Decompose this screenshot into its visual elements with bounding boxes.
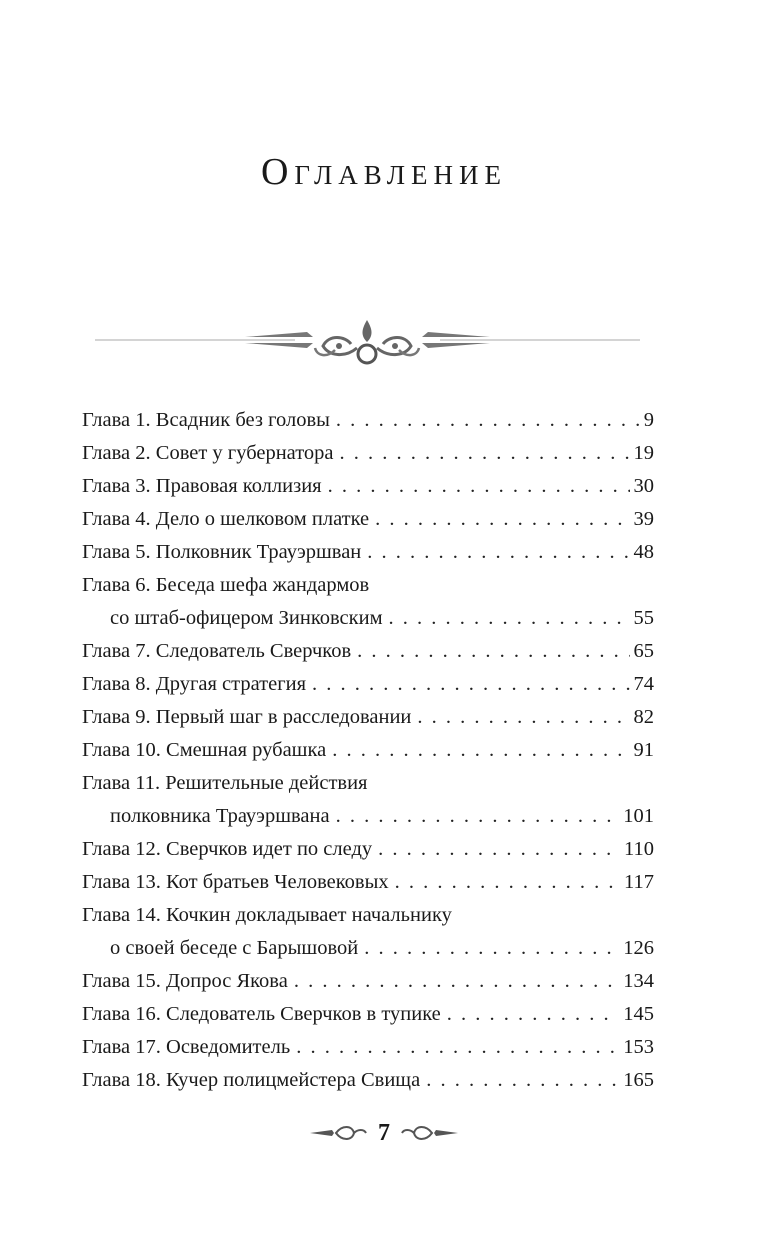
toc-entry-page: 134 xyxy=(623,970,654,992)
toc-leader-dots xyxy=(364,932,619,965)
toc-entry-title: Глава 15. Допрос Якова xyxy=(82,970,288,992)
toc-entry-page: 48 xyxy=(633,541,654,563)
toc-leader-dots xyxy=(375,503,629,536)
toc-leader-dots xyxy=(378,833,620,866)
toc-entry-title: Глава 17. Осведомитель xyxy=(82,1036,291,1058)
table-of-contents xyxy=(82,404,654,1097)
toc-entry xyxy=(82,635,654,668)
toc-entry-page: 101 xyxy=(623,805,654,827)
toc-leader-dots xyxy=(367,536,629,569)
toc-entry-title: Глава 13. Кот братьев Человековых xyxy=(82,871,389,893)
toc-leader-dots xyxy=(312,668,629,701)
toc-leader-dots xyxy=(426,1064,619,1097)
toc-entry-page: 145 xyxy=(623,1003,654,1025)
toc-entry-page: 30 xyxy=(633,475,654,497)
toc-entry xyxy=(82,833,654,866)
toc-leader-dots xyxy=(357,635,629,668)
toc-entry-page: 91 xyxy=(633,739,654,761)
toc-leader-dots xyxy=(328,470,630,503)
toc-leader-dots xyxy=(389,602,630,635)
toc-entry xyxy=(82,503,654,536)
toc-entry-page: 126 xyxy=(623,937,654,959)
toc-leader-dots xyxy=(447,998,619,1031)
toc-entry-page: 153 xyxy=(623,1036,654,1058)
toc-entry-title: Глава 8. Другая стратегия xyxy=(82,673,307,695)
toc-entry xyxy=(82,932,654,965)
toc-entry-title: Глава 11. Решительные действия xyxy=(82,772,368,794)
toc-entry xyxy=(82,701,654,734)
toc-entry xyxy=(82,899,654,932)
toc-entry xyxy=(82,866,654,899)
toc-entry-title: Глава 5. Полковник Трауэршван xyxy=(82,541,362,563)
toc-entry-title: Глава 4. Дело о шелковом платке xyxy=(82,508,370,530)
page-number: 7 xyxy=(378,1119,390,1146)
toc-entry-title: Глава 9. Первый шаг в расследовании xyxy=(82,706,412,728)
toc-entry xyxy=(82,800,654,833)
toc-entry-page: 110 xyxy=(624,838,654,860)
toc-entry xyxy=(82,404,654,437)
toc-entry-title: Глава 12. Сверчков идет по следу xyxy=(82,838,373,860)
toc-entry xyxy=(82,998,654,1031)
toc-entry-title: со штаб-офицером Зинковским xyxy=(110,607,383,629)
toc-entry-page: 55 xyxy=(633,607,654,629)
toc-leader-dots xyxy=(340,437,630,470)
toc-entry-title: Глава 16. Следователь Сверчков в тупике xyxy=(82,1003,441,1025)
toc-entry xyxy=(82,470,654,503)
toc-entry-page: 165 xyxy=(623,1069,654,1091)
toc-entry-page: 39 xyxy=(633,508,654,530)
toc-entry xyxy=(82,437,654,470)
toc-leader-dots xyxy=(332,734,629,767)
toc-entry-title: Глава 6. Беседа шефа жандармов xyxy=(82,574,370,596)
toc-leader-dots xyxy=(294,965,619,998)
right-flourish-icon xyxy=(400,1123,460,1143)
toc-entry xyxy=(82,1064,654,1097)
toc-entry-title: Глава 14. Кочкин докладывает начальнику xyxy=(82,904,452,926)
toc-entry-title: полковника Трауэршвана xyxy=(110,805,330,827)
toc-entry-page: 19 xyxy=(633,442,654,464)
toc-leader-dots xyxy=(417,701,629,734)
toc-leader-dots xyxy=(336,404,640,437)
toc-leader-dots xyxy=(395,866,620,899)
page-footer xyxy=(0,1113,768,1153)
toc-entry xyxy=(82,536,654,569)
toc-entry-title: Глава 7. Следователь Сверчков xyxy=(82,640,352,662)
toc-entry-title: Глава 10. Смешная рубашка xyxy=(82,739,327,761)
toc-leader-dots xyxy=(296,1031,619,1064)
toc-entry xyxy=(82,767,654,800)
toc-entry-title: Глава 1. Всадник без головы xyxy=(82,409,330,431)
page-title: Оглавление xyxy=(260,151,508,193)
toc-entry-title: Глава 18. Кучер полицмейстера Свища xyxy=(82,1069,421,1091)
toc-entry-page: 117 xyxy=(624,871,654,893)
toc-entry-title: Глава 3. Правовая коллизия xyxy=(82,475,322,497)
toc-entry-title: Глава 2. Совет у губернатора xyxy=(82,442,334,464)
toc-entry xyxy=(82,1031,654,1064)
left-flourish-icon xyxy=(308,1123,368,1143)
toc-leader-dots xyxy=(336,800,620,833)
toc-entry xyxy=(82,734,654,767)
toc-entry xyxy=(82,668,654,701)
divider-ornament xyxy=(95,318,640,368)
toc-entry-page: 65 xyxy=(633,640,654,662)
toc-entry xyxy=(82,569,654,602)
toc-entry-page: 74 xyxy=(633,673,654,695)
toc-entry xyxy=(82,965,654,998)
toc-entry-page: 9 xyxy=(643,409,654,431)
toc-entry-page: 82 xyxy=(633,706,654,728)
toc-entry xyxy=(82,602,654,635)
toc-entry-title: о своей беседе с Барышовой xyxy=(110,937,359,959)
